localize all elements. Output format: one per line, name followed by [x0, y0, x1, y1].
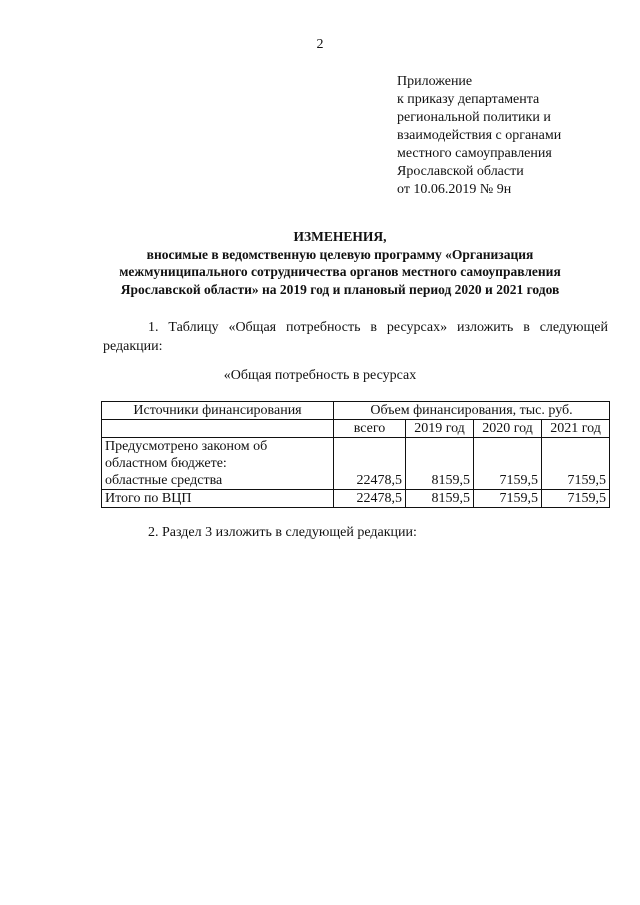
row-label	[102, 438, 334, 490]
document-title	[80, 228, 600, 298]
cell-total: 22478,5	[334, 438, 406, 490]
paragraph-1	[103, 318, 608, 356]
header-volume: Объем финансирования, тыс. руб.	[334, 402, 610, 420]
header-empty-cell	[102, 420, 334, 438]
appendix-line: от 10.06.2019 № 9н	[397, 182, 512, 197]
title-heading: ИЗМЕНЕНИЯ,	[293, 229, 387, 244]
appendix-line: взаимодействия с органами	[397, 128, 562, 143]
paragraph-1-line-1: 1. Таблицу «Общая потребность в ресурсах» изложить в следующей	[148, 320, 608, 335]
row-label-line: Предусмотрено законом об	[105, 439, 268, 454]
table-header-row	[102, 402, 610, 420]
title-line: межмуниципального сотрудничества органов местного самоуправления	[119, 264, 561, 279]
page-number: 2	[316, 37, 324, 52]
paragraph-2: 2. Раздел 3 изложить в следующей редакции:	[148, 525, 417, 540]
row-label: Итого по ВЦП	[102, 490, 334, 508]
table-row	[102, 438, 610, 490]
table-caption: «Общая потребность в ресурсах	[223, 368, 417, 383]
appendix-block	[397, 73, 561, 199]
table-row-total	[102, 490, 610, 508]
header-sources: Источники финансирования	[102, 402, 334, 420]
appendix-line: региональной политики и	[397, 110, 551, 125]
financing-table	[101, 401, 610, 508]
subheader-2021: 2021 год	[542, 420, 610, 438]
table-subheader-row	[102, 420, 610, 438]
cell-2019: 8159,5	[406, 490, 474, 508]
paragraph-1-line-2: редакции:	[103, 339, 163, 354]
cell-2021: 7159,5	[542, 490, 610, 508]
appendix-line: Приложение	[397, 74, 473, 89]
appendix-line: к приказу департамента	[397, 92, 540, 107]
cell-2020: 7159,5	[474, 490, 542, 508]
row-label-line: областные средства	[105, 473, 223, 488]
appendix-line: местного самоуправления	[397, 146, 552, 161]
subheader-total: всего	[334, 420, 406, 438]
cell-2019: 8159,5	[406, 438, 474, 490]
cell-2021: 7159,5	[542, 438, 610, 490]
cell-total: 22478,5	[334, 490, 406, 508]
appendix-line: Ярославской области	[397, 164, 524, 179]
title-line: вносимые в ведомственную целевую программу «Организация	[146, 246, 534, 262]
row-label-line: областном бюджете:	[105, 456, 227, 471]
cell-2020: 7159,5	[474, 438, 542, 490]
subheader-2020: 2020 год	[474, 420, 542, 438]
title-line: Ярославской области» на 2019 год и плановый период 2020 и 2021 годов	[120, 281, 560, 297]
subheader-2019: 2019 год	[406, 420, 474, 438]
